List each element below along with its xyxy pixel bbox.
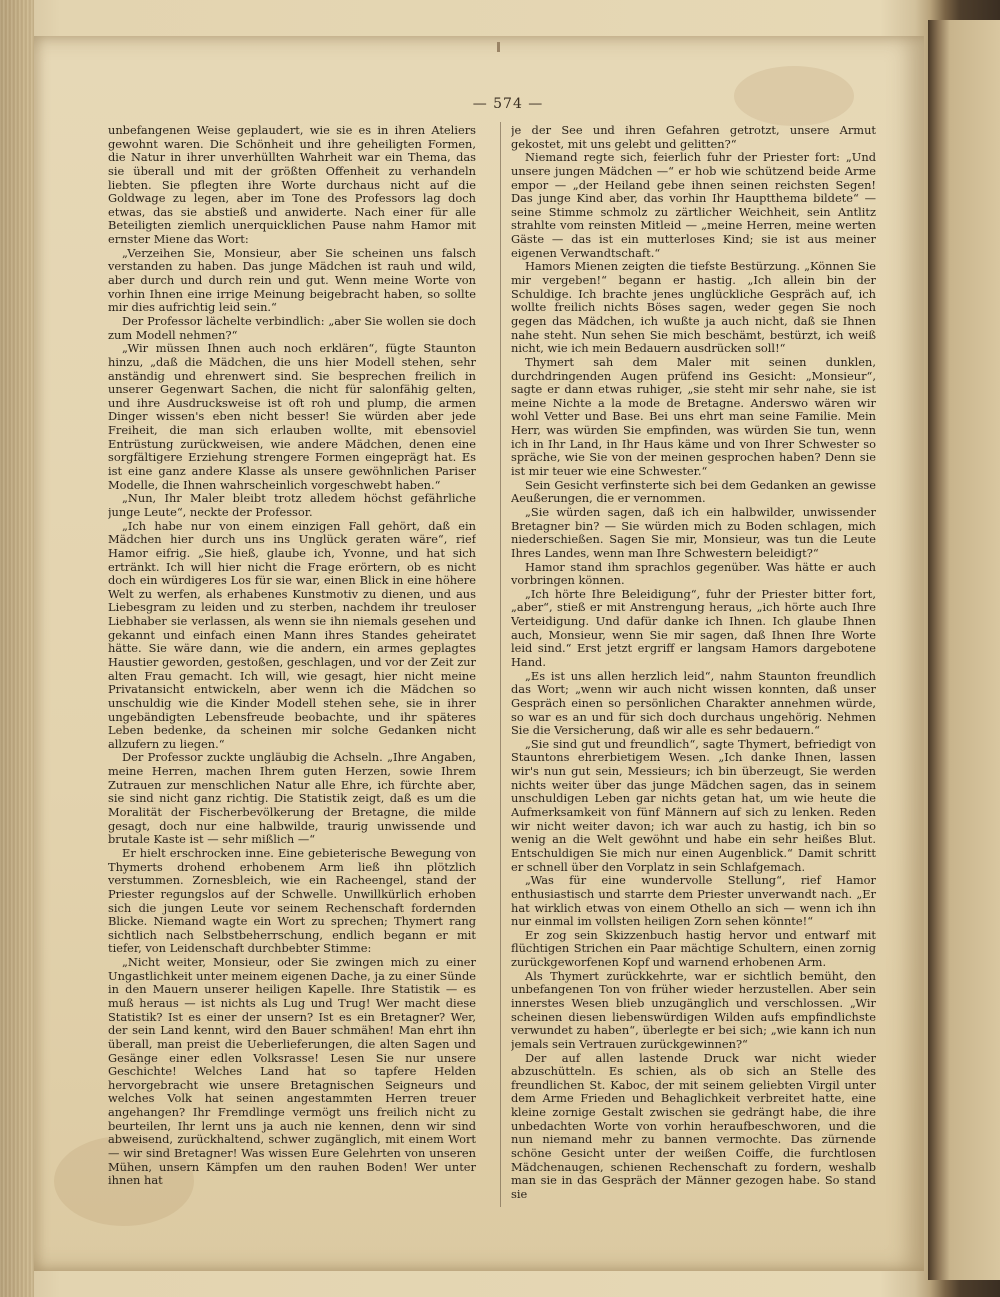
- paragraph: „Ich habe nur von einem einzigen Fall gehört, daß ein Mädchen hier durch uns ins Unglück geraten wäre“, rief Hamor eifrig. „Sie hieß, glaube ich, Yvonne, und hat sich ertränkt. Ich will hier nicht die Frage erörtern, ob es nicht doch ein würdigeres Los für sie war, einen Blick in eine höhere Welt zu werfen, als erhabenes Kunstmotiv zu dienen, und aus Liebesgram zu leiden und zu sterben, nachdem ihr treuloser Liebhaber sie verlassen, als wenn sie ihn niemals gesehen und gekannt und einfach einen Mann ihres Standes geheiratet hätte. Sie wäre dann, wie die andern, ein armes geplagtes Haustier geworden, gestoßen, geschlagen, und vor der Zeit zur alten Frau gemacht. Ich will, wie gesagt, hier nicht meine Privatansicht entwickeln, aber wenn ich die Mädchen so unschuldig wie die Kinder Modell stehen sehe, sie in ihrer ungebändigten Lebensfreude beobachte, und ihr späteres Leben bedenke, da scheinen mir solche Gedanken nicht allzufern zu liegen.“: [108, 518, 476, 751]
- paragraph: Er zog sein Skizzenbuch hastig hervor und entwarf mit flüchtigen Strichen ein Paar mächtige Schultern, einen zornig zurückgeworfenen Kopf und warnend erhobenen Arm.: [511, 927, 876, 970]
- paper-stain: [734, 66, 854, 126]
- paragraph: „Wir müssen Ihnen auch noch erklären“, fügte Staunton hinzu, „daß die Mädchen, die uns hier Modell stehen, sehr anständig und ehrenwert sind. Sie besprechen freilich in unserer Gegenwart Sachen, die nicht für salonfähig gelten, und ihre Ausdrucksweise ist oft roh und plump, die armen Dinger wissen's eben nicht besser! Sie würden aber jede Freiheit, die man sich erlauben wollte, mit ebensoviel Entrüstung zurückweisen, wie andere Mädchen, denen eine sorgfältigere Erziehung strengere Formen eingeprägt hat. Es ist eine ganz andere Klasse als unsere gewöhnlichen Pariser Modelle, die Ihnen wahrscheinlich vorgeschwebt haben.“: [108, 341, 476, 492]
- paragraph: „Nicht weiter, Monsieur, oder Sie zwingen mich zu einer Ungastlichkeit unter meinem eigenen Dache, ja zu einer Sünde in den Mauern unserer heiligen Kapelle. Ihre Statistik — es muß heraus — ist nichts als Lug und Trug! Wer macht diese Statistik? Ist es einer der unsern? Ist es ein Bretagner? Wer, der sein Land kennt, wird den Bauer schmähen! Man ehrt ihn überall, man preist die Ueberlieferungen, die alten Sagen und Gesänge einer edlen Volksrasse! Lesen Sie nur unsere Geschichte! Welches Land hat so tapfere Helden hervorgebracht wie unsere Bretagnischen Seigneurs und welches Volk hat seinen angestammten Herren treuer angehangen? Ihr Fremdlinge vermögt uns freilich nicht zu beurteilen, Ihr lernt uns ja auch nie kennen, denn wir sind abweisend, zurückhaltend, schwer zugänglich, mit einem Wort — wir sind Bretagner! Was wissen Eure Gelehrten von unseren Mühen, unsern Kämpfen um den rauhen Boden! Wer unter ihnen hat: [108, 955, 476, 1188]
- paragraph: Thymert sah dem Maler mit seinen dunklen, durchdringenden Augen prüfend ins Gesicht: „Monsieur“, sagte er dann etwas ruhiger, „sie steht mir sehr nahe, sie ist meine Nichte a la mode de Bretagne. Anderswo wären wir wohl Vetter und Base. Bei uns ehrt man seine Familie. Mein Herr, was würden Sie empfinden, was würden Sie tun, wenn ich in Ihr Land, in Ihr Haus käme und von Ihrer Schwester so spräche, wie Sie von der meinen gesprochen haben? Denn sie ist mir teuer wie eine Schwester.“: [511, 354, 876, 479]
- book-edge-left: [0, 0, 34, 1297]
- paragraph: Sein Gesicht verfinsterte sich bei dem Gedanken an gewisse Aeußerungen, die er vernommen.: [511, 477, 876, 506]
- paragraph: „Sie sind gut und freundlich“, sagte Thymert, befriedigt von Stauntons ehrerbietigem Wesen. „Ich danke Ihnen, lassen wir's nun gut sein, Messieurs; ich bin überzeugt, Sie werden nichts weiter über das junge Mädchen sagen, das in seinem unschuldigen Leben gar nichts getan hat, um wie heute die Aufmerksamkeit von fünf Männern auf sich zu lenken. Reden wir nicht weiter davon; ich war auch zu hastig, ich bin so wenig an die Welt gewöhnt und habe ein sehr heißes Blut. Entschuldigen Sie mich nur einen Augenblick.“ Damit schritt er schnell über den Vorplatz in sein Schlafgemach.: [511, 736, 876, 874]
- paragraph: je der See und ihren Gefahren getrotzt, unsere Armut gekostet, mit uns gelebt und gelitten?“: [511, 124, 876, 151]
- paragraph: Der Professor zuckte ungläubig die Achseln. „Ihre Angaben, meine Herren, machen Ihrem guten Herzen, sowie Ihrem Zutrauen zur menschlichen Natur alle Ehre, ich fürchte aber, sie sind nicht ganz richtig. Die Statistik zeigt, daß es um die Moralität der Fischerbevölkerung der Bretagne, die milde gesagt, doch nur eine halbwilde, traurig unwissende und brutale Kaste ist — sehr mißlich —“: [108, 750, 476, 847]
- binding-mark: [497, 42, 500, 52]
- facing-page-edge: [928, 20, 1000, 1280]
- paragraph: Der auf allen lastende Druck war nicht wieder abzuschütteln. Es schien, als ob sich an Stelle des freundlichen St. Kaboc, der mit seinem geliebten Virgil unter dem Arme Frieden und Behaglichkeit verbreitet hatte, eine kleine zornige Gestalt zwischen sie gedrängt habe, die ihre unbedachten Worte von vorhin heraufbeschworen, und die nun niemand mehr zu bannen vermochte. Das zürnende schöne Gesicht unter der weißen Coiffe, die furchtlosen Mädchenaugen, schienen Rechenschaft zu fordern, weshalb man sie in das Gespräch der Männer gezogen habe. So stand sie: [511, 1050, 876, 1201]
- paragraph: „Sie würden sagen, daß ich ein halbwilder, unwissender Bretagner bin? — Sie würden mich zu Boden schlagen, mich niederschießen. Sagen Sie mir, Monsieur, was tun die Leute Ihres Landes, wenn man Ihre Schwestern beleidigt?“: [511, 504, 876, 560]
- paragraph: „Was für eine wundervolle Stellung“, rief Hamor enthusiastisch und starrte dem Priester unverwandt nach. „Er hat wirklich etwas von einem Othello an sich — wenn ich ihn nur einmal im vollsten heiligen Zorn sehen könnte!“: [511, 873, 876, 929]
- text-column-right: [511, 124, 876, 1204]
- paragraph: Niemand regte sich, feierlich fuhr der Priester fort: „Und unsere jungen Mädchen —“ er hob wie schützend beide Arme empor — „der Heiland gebe ihnen seinen reichsten Segen! Das junge Kind aber, das vorhin Ihr Hauptthema bildete“ — seine Stimme schmolz zu zärtlicher Weichheit, sein Antlitz strahlte vom reinsten Mitleid — „meine Herren, meine werten Gäste — das ist ein mutterloses Kind; sie ist aus meiner eigenen Verwandtschaft.“: [511, 150, 876, 260]
- paragraph: Als Thymert zurückkehrte, war er sichtlich bemüht, den unbefangenen Ton von früher wieder herzustellen. Aber sein innerstes Wesen blieb unzugänglich und verschlossen. „Wir scheinen diesen liebenswürdigen Wilden aufs empfindlichste verwundet zu haben“, überlegte er bei sich; „wie kann ich nun jemals sein Vertrauen zurückgewinnen?“: [511, 968, 876, 1051]
- text-column-left: [108, 124, 476, 1204]
- paragraph: „Verzeihen Sie, Monsieur, aber Sie scheinen uns falsch verstanden zu haben. Das junge Mädchen ist rauh und wild, aber durch und durch rein und gut. Wenn meine Worte von vorhin Ihnen eine irrige Meinung beigebracht haben, so sollte mir dies aufrichtig leid sein.“: [108, 245, 476, 315]
- page-number: — 574 —: [472, 96, 544, 112]
- paragraph: Hamor stand ihm sprachlos gegenüber. Was hätte er auch vorbringen können.: [511, 559, 876, 588]
- paragraph: „Es ist uns allen herzlich leid“, nahm Staunton freundlich das Wort; „wenn wir auch nicht wissen konnten, daß unser Gespräch einen so persönlichen Charakter annehmen würde, so war es an und für sich doch durchaus ungehörig. Nehmen Sie die Versicherung, daß wir alle es sehr bedauern.“: [511, 668, 876, 738]
- paragraph: „Ich hörte Ihre Beleidigung“, fuhr der Priester bitter fort, „aber“, stieß er mit Anstrengung heraus, „ich hörte auch Ihre Verteidigung. Und dafür danke ich Ihnen. Ich glaube Ihnen auch, Monsieur, wenn Sie mir sagen, daß Ihnen Ihre Worte leid sind.“ Erst jetzt ergriff er langsam Hamors dargebotene Hand.: [511, 586, 876, 669]
- paragraph: Hamors Mienen zeigten die tiefste Bestürzung. „Können Sie mir vergeben!“ begann er hastig. „Ich allein bin der Schuldige. Ich brachte jenes unglückliche Gespräch auf, ich wollte freilich nichts Böses sagen, weder gegen Sie noch gegen das Mädchen, ich wußte ja auch nicht, daß sie Ihnen nahe steht. Nun sehen Sie mich beschämt, bestürzt, ich weiß nicht, wie ich mein Bedauern ausdrücken soll!“: [511, 259, 876, 356]
- paragraph: Der Professor lächelte verbindlich: „aber Sie wollen sie doch zum Modell nehmen?“: [108, 313, 476, 342]
- paragraph: unbefangenen Weise geplaudert, wie sie es in ihren Ateliers gewohnt waren. Die Schönheit und ihre geheiligten Formen, die Natur in ihrer unverhüllten Wahrheit war ein Thema, das sie überall und mit der größten Offenheit zu verhandeln liebten. Sie pflegten ihre Worte durchaus nicht auf die Goldwage zu legen, aber im Tone des Professors lag doch etwas, das sie abstieß und anwiderte. Nach einer für alle Beteiligten ziemlich unerquicklichen Pause nahm Hamor mit ernster Miene das Wort:: [108, 124, 476, 247]
- paragraph: „Nun, Ihr Maler bleibt trotz alledem höchst gefährliche junge Leute“, neckte der Professor.: [108, 491, 476, 519]
- paragraph: Er hielt erschrocken inne. Eine gebieterische Bewegung von Thymerts drohend erhobenem Arm ließ ihn plötzlich verstummen. Zornesbleich, wie ein Racheengel, stand der Priester regungslos auf der Schwelle. Unwillkürlich erhoben sich die jungen Leute vor seinem Rechenschaft fordernden Blicke. Niemand wagte ein Wort zu sprechen; Thymert rang sichtlich nach Selbstbeherrschung, endlich begann er mit tiefer, von Leidenschaft durchbebter Stimme:: [108, 845, 476, 956]
- column-divider: [500, 122, 501, 1207]
